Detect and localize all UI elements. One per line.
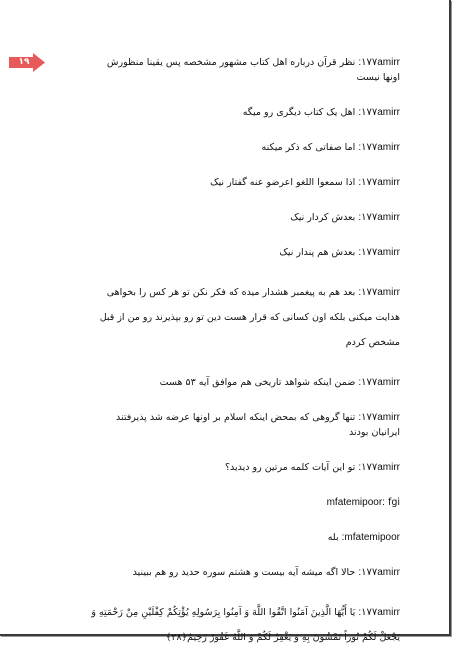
message-username: ۱۷۷amirr: [358, 247, 400, 258]
chat-log [88, 55, 400, 670]
message [88, 600, 400, 650]
message-username: mfatemipoor: [326, 497, 385, 508]
message-username: ۱۷۷amirr: [358, 107, 400, 118]
message [88, 375, 400, 390]
message-text: ضمن اینکه شواهد تاریخی هم موافق آیه ۵۳ هست [159, 377, 356, 388]
message-username: ۱۷۷amirr: [358, 287, 400, 298]
message-username: ۱۷۷amirr: [358, 57, 400, 68]
message-text: تو این آیات کلمه مرتین رو دیدید؟ [224, 462, 356, 473]
message-username: ۱۷۷amirr: [358, 177, 400, 188]
message-text: اذا سمعوا اللغو اعرضو عنه گفتار نیک [210, 177, 356, 188]
message-text: تنها گروهی که بمحض اینکه اسلام بر اونها عرضه شد پذیرفتند ایرانیان بودند [116, 412, 400, 438]
message [88, 460, 400, 475]
message [88, 175, 400, 190]
message [88, 140, 400, 155]
message-text: بعد هم به پیغمبر هشدار میده که فکر نکن تو هر کس را بخواهی هدایت میکنی بلکه اون کسانی که قرار هست دین تو رو بپذیرند رو من از قبل مشخص کردم [99, 287, 400, 348]
message-text: بعدش کردار نیک [290, 212, 356, 223]
message [88, 280, 400, 355]
message-username: ۱۷۷amirr: [358, 607, 400, 618]
message [88, 105, 400, 120]
message-username: mfatemipoor: [341, 532, 400, 543]
message-username: ۱۷۷amirr: [358, 377, 400, 388]
message-username: ۱۷۷amirr: [358, 567, 400, 578]
message [88, 55, 400, 85]
message [88, 410, 400, 440]
message-username: ۱۷۷amirr: [358, 142, 400, 153]
message-username: ۱۷۷amirr: [358, 462, 400, 473]
message-text: بعدش هم پندار نیک [279, 247, 356, 258]
message [88, 495, 400, 510]
message-text: نظر قرآن درباره اهل کتاب مشهور مشخصه پس یقینا منظورش اونها نیست [106, 57, 400, 83]
message [88, 530, 400, 545]
message-username: ۱۷۷amirr: [358, 212, 400, 223]
message-text: حالا اگه میشه آیه بیست و هشتم سوره حدید رو هم ببینید [132, 567, 356, 578]
page-number-marker [9, 53, 45, 72]
message-text: یَا أَیُّهَا الَّذِینَ آمَنُوا اتَّقُوا اللَّهَ وَ آمِنُوا بِرَسُولِهِ یُؤْتِکُمْ کِفْلَیْنِ مِنْ رَحْمَتِهِ وَ یَجْعَلْ لَکُمْ نُوراً تَمْشُونَ بِهِ وَ یَغْفِرْ لَکُمْ وَ اللَّهُ غَفُورٌ رَحِیمٌ﴿۲۸﴾ [91, 607, 400, 643]
page-number: ۱۹ [18, 57, 30, 67]
message [88, 565, 400, 580]
message-username: ۱۷۷amirr: [358, 412, 400, 423]
message-text: اهل یک کتاب دیگری رو میگه [242, 107, 356, 118]
message-text: بله [327, 532, 339, 543]
message-text: اما صفاتی که ذکر میکنه [261, 142, 356, 153]
message-text: fgi [387, 497, 400, 508]
message [88, 245, 400, 260]
message [88, 210, 400, 225]
